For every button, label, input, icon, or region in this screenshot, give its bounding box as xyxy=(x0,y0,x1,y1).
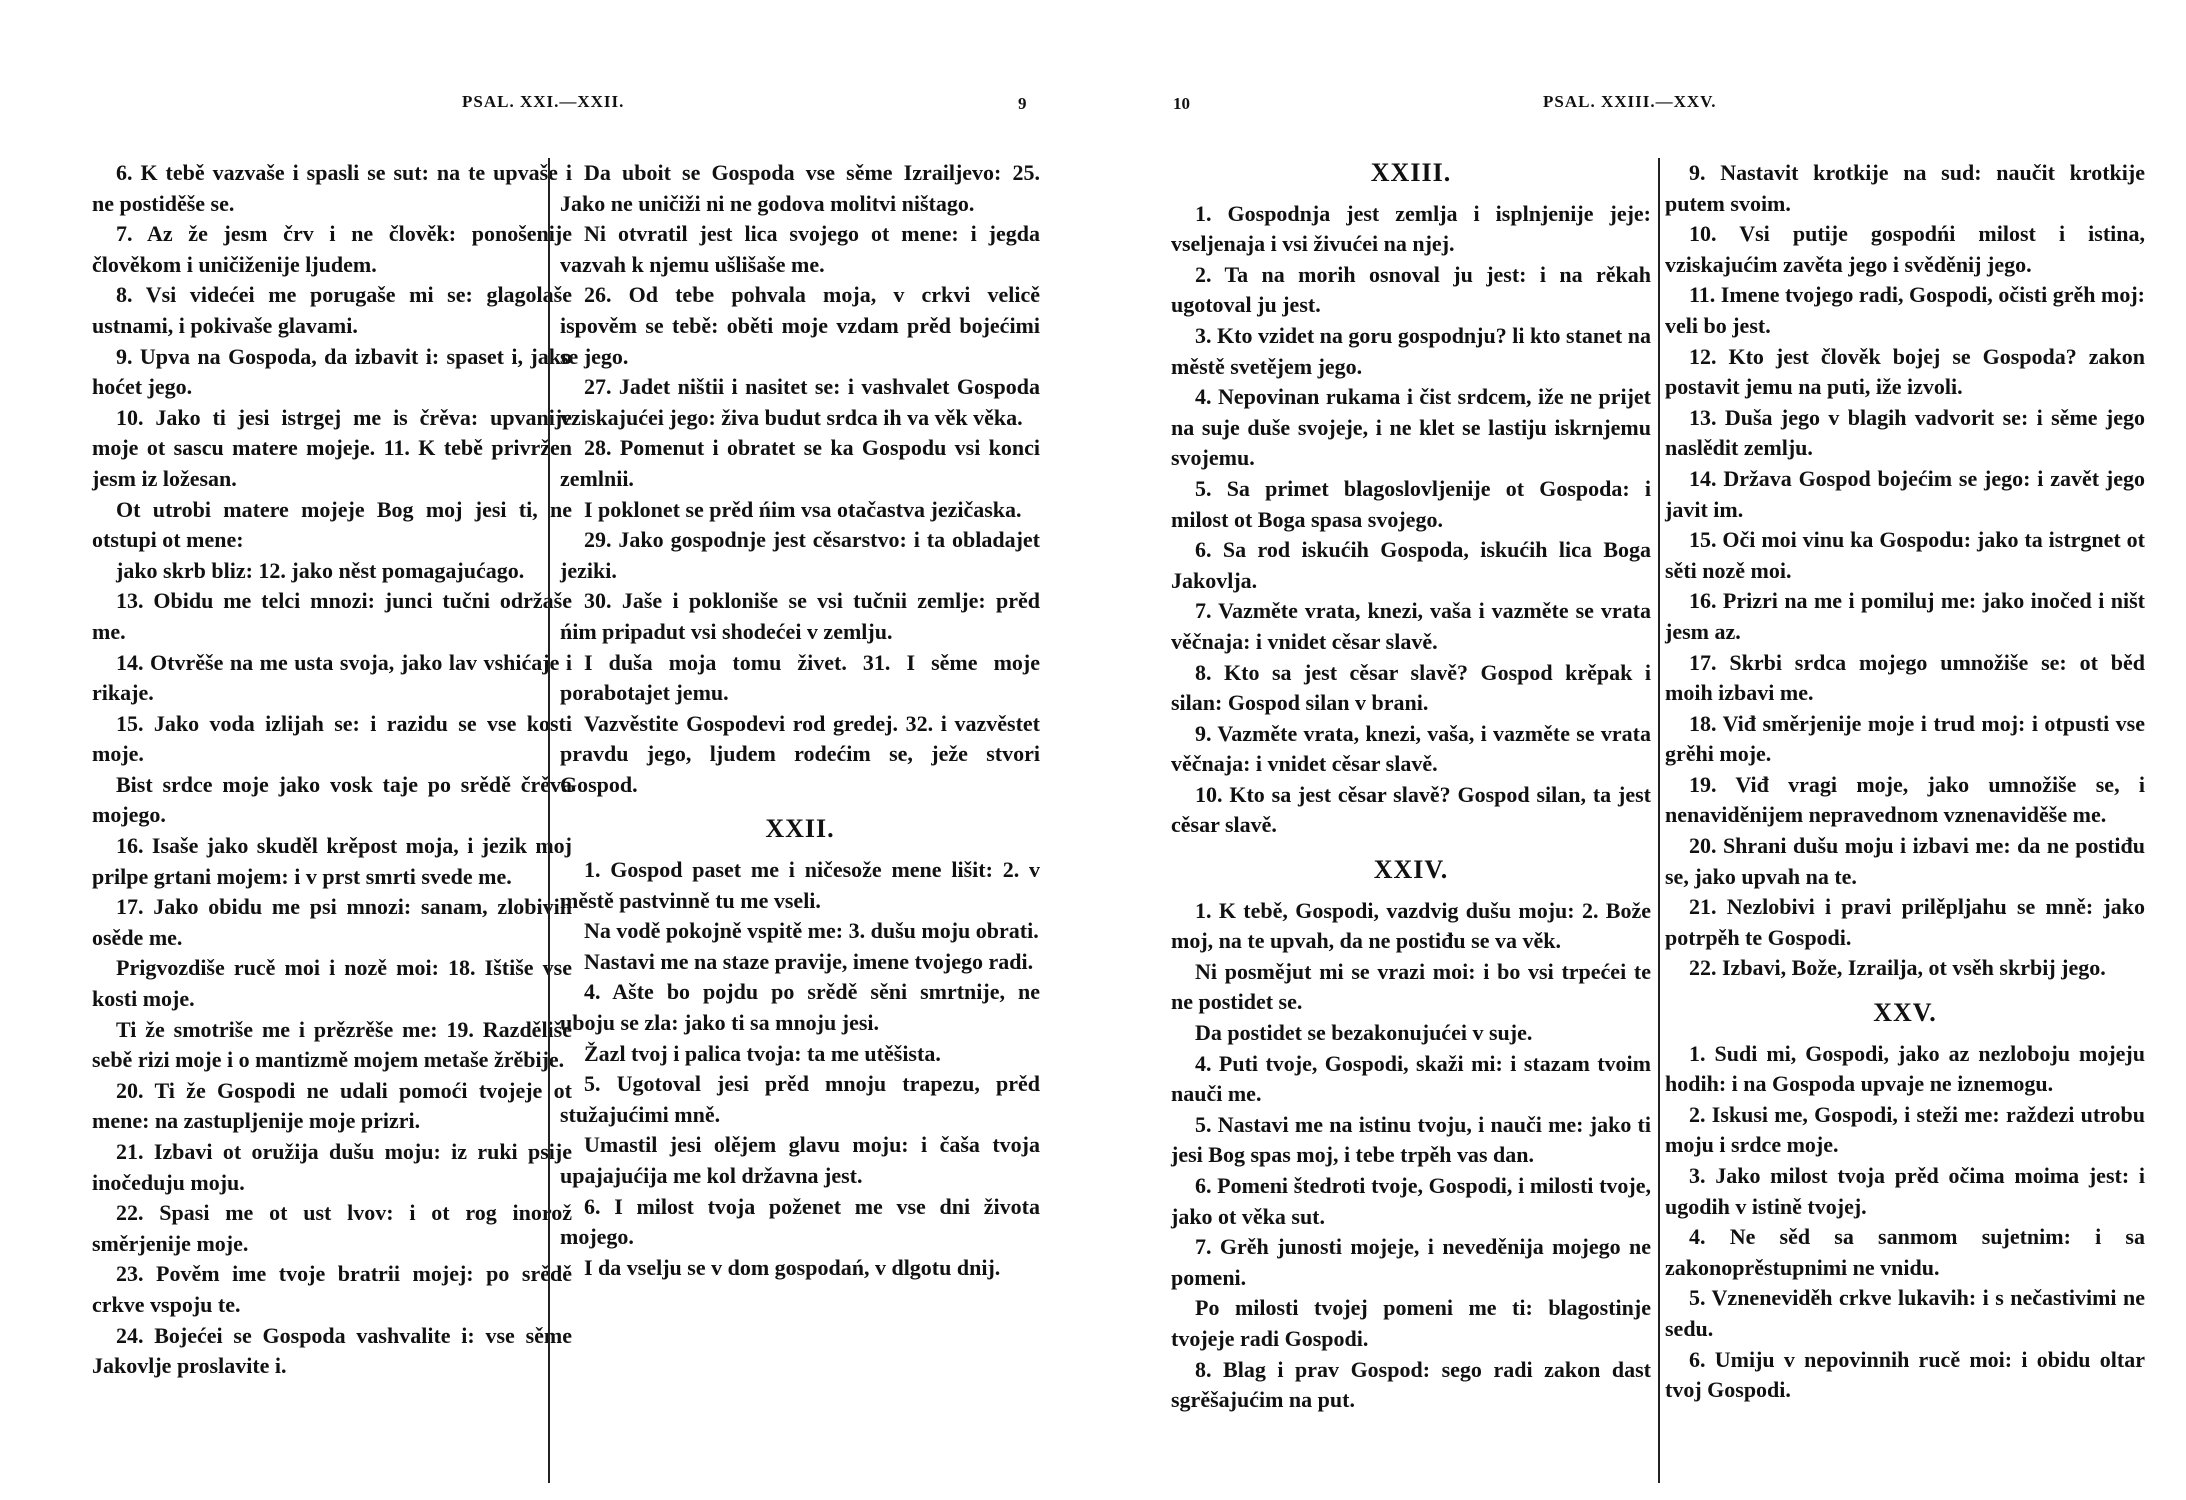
verse-paragraph: 5. Vzneneviděh crkve lukavih: i s nečastivimi ne sedu. xyxy=(1665,1285,2145,1341)
verse-paragraph: 4. Puti tvoje, Gospodi, skaži mi: i stazam tvoim nauči me. xyxy=(1171,1050,1651,1107)
verse-paragraph: Na vodě pokojně vspitě me: 3. dušu moju obrati. xyxy=(584,918,1039,944)
verse-paragraph: 3. Jako milost tvoja prěd očima moima jest: i ugodih v istině tvojej. xyxy=(1665,1163,2145,1219)
verse-paragraph: 4. Ašte bo pojdu po srědě sěni smrtnije, ne uboju se zla: jako ti sa mnoju jesi. xyxy=(560,979,1040,1036)
verse-paragraph: 6. Pomeni štedroti tvoje, Gospodi, i milosti tvoje, jako ot věka sut. xyxy=(1171,1173,1651,1229)
psalm-heading-xxiv: XXIV. xyxy=(1373,855,1449,885)
verse-paragraph: Umastil jesi olějem glavu moju: i čaša tvoja upajajućija me kol državna jest. xyxy=(560,1132,1040,1188)
verse-paragraph: 5. Nastavi me na istinu tvoju, i nauči me: jako ti jesi Bog spas moj, i tebe trpěh vas dan. xyxy=(1171,1111,1651,1168)
verse-paragraph: 15. Jako voda izlijah se: i razidu se vse kosti moje. xyxy=(92,710,572,767)
verse-paragraph: 19. Viđ vragi moje, jako umnožiše se, i nenaviděnijem nepravednom vznenaviděše me. xyxy=(1665,771,2145,828)
verse-paragraph: 4. Nepovinan rukama i čist srdcem, iže ne prijet na suje duše svojeje, i ne klet se lastiju iskrnjemu svojemu. xyxy=(1171,384,1651,471)
verse-paragraph: 9. Vazměte vrata, knezi, vaša, i vazměte se vrata věčnaja: i vnidet cěsar slavě. xyxy=(1171,720,1651,777)
verse-paragraph: Po milosti tvojej pomeni me ti: blagostinje tvojeje radi Gospodi. xyxy=(1171,1295,1651,1351)
verse-paragraph: Da uboit se Gospoda vse sěme Izrailjevo: 25. Jako ne uničiži ni ne godova molitvi ništago. xyxy=(560,160,1040,216)
verse-paragraph: 7. Az že jesm črv i ne člověk: ponošenije člověkom i uničiženije ljudem. xyxy=(92,221,572,277)
verse-paragraph: 29. Jako gospodnje jest cěsarstvo: i ta obladajet jeziki. xyxy=(560,527,1040,583)
verse-paragraph: 6. Sa rod iskućih Gospoda, iskućih lica Boga Jakovlja. xyxy=(1171,537,1651,593)
verse-paragraph: 16. Prizri na me i pomiluj me: jako inočed i ništ jesm az. xyxy=(1665,588,2145,644)
verse-paragraph: 8. Blag i prav Gospod: sego radi zakon dast sgrěšajućim na put. xyxy=(1171,1356,1651,1413)
psalm-heading-xxv: XXV. xyxy=(1873,998,1937,1028)
verse-paragraph: Ni posměјut mi se vrazi moi: i bo vsi trpećei te ne postidet se. xyxy=(1171,958,1651,1015)
verse-paragraph: 18. Viđ směrjenije moje i trud moj: i otpusti vse grěhi moje. xyxy=(1665,710,2145,767)
verse-paragraph: 22. Izbavi, Bože, Izrailja, ot vsěh skrbij jego. xyxy=(1689,955,2106,981)
verse-paragraph: I poklonet se prěd ńim vsa otačastva jezičaska. xyxy=(584,496,1022,522)
verse-paragraph: 3. Kto vzidet na goru gospodnju? li kto stanet na městě svetějem jego. xyxy=(1171,322,1651,379)
verse-paragraph: 17. Skrbi srdca mojego umnožiše se: ot běd moih izbavi me. xyxy=(1665,649,2145,706)
left-column-1 xyxy=(92,158,572,1382)
left-column-2-top xyxy=(560,158,1040,800)
verse-paragraph: 22. Spasi me ot ust lvov: i ot rog inorož směrjenije moje. xyxy=(92,1200,572,1256)
verse-paragraph: 13. Obidu me telci mnozi: junci tučni održaše me. xyxy=(92,588,572,644)
verse-paragraph: 20. Shrani dušu moju i izbavi me: da ne postiđu se, jako upvah na te. xyxy=(1665,833,2145,889)
verse-paragraph: 16. Isaše jako skuděl krěpost moja, i jezik moj prilpe grtani mojem: i v prst smrti svede me. xyxy=(92,833,572,889)
verse-paragraph: Da postidet se bezakonujućei v suje. xyxy=(1195,1020,1533,1046)
verse-paragraph: 17. Jako obidu me psi mnozi: sanam, zlobivih osěde me. xyxy=(92,894,572,950)
verse-paragraph: 8. Kto sa jest cěsar slavě? Gospod krěpak i silan: Gospod silan v brani. xyxy=(1171,659,1651,716)
verse-paragraph: 1. K tebě, Gospodi, vazdvig dušu moju: 2. Bože moj, na te upvah, da ne postiđu se va věk. xyxy=(1171,897,1651,954)
verse-paragraph: 10. Jako ti jesi istrgej me is črěva: upvanije moje ot sascu matere mojeje. 11. K tebě privržen jesm iz ložesan. xyxy=(92,404,572,491)
verse-paragraph: Žazl tvoj i palica tvoja: ta me utěšista. xyxy=(584,1040,941,1066)
verse-paragraph: 15. Oči moi vinu ka Gospodu: jako ta istrgnet ot sěti nozě moi. xyxy=(1665,527,2145,583)
verse-paragraph: 28. Pomenut i obratet se ka Gospodu vsi konci zemlnii. xyxy=(560,435,1040,491)
verse-paragraph: Nastavi me na staze pravije, imene tvojego radi. xyxy=(584,948,1034,974)
verse-paragraph: 27. Jadet ništii i nasitet se: i vashvalet Gospoda vziskajućei jego: živa budut srdca ih va věk věka. xyxy=(560,374,1040,430)
verse-paragraph: 24. Bojećei se Gospoda vashvalite i: vse sěme Jakovlje proslavite i. xyxy=(92,1322,572,1379)
verse-paragraph: 5. Ugotoval jesi prěd mnoju trapezu, prěd stužajućimi mně. xyxy=(560,1071,1040,1127)
verse-paragraph: 30. Jaše i pokloniše se vsi tučnii zemlje: prěd ńim pripadut vsi shodećei v zemlju. xyxy=(560,588,1040,644)
left-column-2 xyxy=(560,158,1040,1283)
verse-paragraph: I da vselju se v dom gospodań, v dlgotu dnij. xyxy=(584,1254,1001,1280)
verse-paragraph: Ni otvratil jest lica svojego ot mene: i jegda vazvah k njemu ušlišaše me. xyxy=(560,221,1040,277)
verse-paragraph: 23. Pověm ime tvoje bratrii mojej: po srědě crkve vspoju te. xyxy=(92,1261,572,1317)
verse-paragraph: 6. Umiju v nepovinnih rucě moi: i obidu oltar tvoj Gospodi. xyxy=(1665,1346,2145,1403)
verse-paragraph: 20. Ti že Gospodi ne udali pomoći tvojeje ot mene: na zastupljenije moje prizri. xyxy=(92,1077,572,1134)
verse-paragraph: 14. Otvrěše na me usta svoja, jako lav vshićaje i rikaje. xyxy=(92,649,572,706)
verse-paragraph: 21. Izbavi ot oružija dušu moju: iz ruki psije inočeduju moju. xyxy=(92,1139,572,1195)
verse-paragraph: Ti že smotriše me i prězrěše me: 19. Razděliše sebě rizi moje i o mantizmě mojem metaše žrěbije. xyxy=(92,1016,572,1073)
verse-paragraph: 6. K tebě vazvaše i spasli se sut: na te upvaše i ne postiděše se. xyxy=(92,160,572,216)
right-column-2-top xyxy=(1665,158,2145,984)
psalm-heading-xxii: XXII. xyxy=(765,814,835,844)
verse-paragraph: 1. Gospod paset me i ničesože mene lišit: 2. v městě pastvinně tu me vseli. xyxy=(560,857,1040,913)
verse-paragraph: 6. I milost tvoja poženet me vse dni života mojego. xyxy=(560,1193,1040,1250)
right-column-1 xyxy=(1171,158,1651,1416)
verse-paragraph: 13. Duša jego v blagih vadvorit se: i sěme jego naslědit zemlju. xyxy=(1665,404,2145,461)
verse-paragraph: 10. Kto sa jest cěsar slavě? Gospod silan, ta jest cěsar slavě. xyxy=(1171,781,1651,838)
verse-paragraph: 7. Grěh junosti mojeje, i neveděnija mojego ne pomeni. xyxy=(1171,1234,1651,1290)
column-rule-left xyxy=(548,158,550,1483)
verse-paragraph: 7. Vazměte vrata, knezi, vaša i vazměte se vrata věčnaja: i vnidet cěsar slavě. xyxy=(1171,598,1651,654)
verse-paragraph: 21. Nezlobivi i pravi prilěpljahu se mně: jako potrpěh te Gospodi. xyxy=(1665,894,2145,950)
right-page xyxy=(1093,0,2186,1500)
verse-paragraph: 26. Od tebe pohvala moja, v crkvi velicě ispověm se tebě: oběti moje vzdam prěd bojećimi se jego. xyxy=(560,282,1040,369)
verse-paragraph: 14. Država Gospod bojećim se jego: i zavět jego javit im. xyxy=(1665,465,2145,522)
right-column-1-top xyxy=(1171,199,1651,841)
verse-paragraph: Ot utrobi matere mojeje Bog moj jesi ti, ne otstupi ot mene: xyxy=(92,496,572,553)
verse-paragraph: 2. Ta na morih osnoval ju jest: i na rěkah ugotoval ju jest. xyxy=(1171,261,1651,318)
verse-paragraph: I duša moja tomu živet. 31. I sěme moje porabotajet jemu. xyxy=(560,649,1040,706)
running-head-left: PSAL. XXI.—XXII. xyxy=(462,92,625,111)
running-head-right: PSAL. XXIII.—XXV. xyxy=(1543,92,1717,111)
psalm-heading-xxiii: XXIII. xyxy=(1370,158,1452,187)
right-column-2 xyxy=(1665,158,2145,1406)
page-number-right: 10 xyxy=(1173,94,1190,113)
verse-paragraph: Vazvěstite Gospodevi rod gredej. 32. i vazvěstet pravdu jego, ljudem rodećim se, ježe stvori Gospod. xyxy=(560,710,1040,797)
verse-paragraph: 4. Ne sěd sa sanmom sujetnim: i sa zakonoprěstupnimi ne vnidu. xyxy=(1665,1224,2145,1280)
verse-paragraph: 5. Sa primet blagoslovljenije ot Gospoda: i milost ot Boga spasa svojego. xyxy=(1171,475,1651,532)
page-number-left: 9 xyxy=(1018,94,1027,113)
verse-paragraph: 8. Vsi videćei me porugaše mi se: glagolaše ustnami, i pokivaše glavami. xyxy=(92,282,572,338)
verse-paragraph: 12. Kto jest člověk bojej se Gospoda? zakon postavit jemu na puti, iže izvoli. xyxy=(1665,343,2145,400)
verse-paragraph: 1. Sudi mi, Gospodi, jako az nezloboju mojeju hodih: i na Gospoda upvaje ne iznemogu. xyxy=(1665,1040,2145,1097)
right-column-1-bottom xyxy=(1171,896,1651,1416)
verse-paragraph: Prigvozdiše rucě moi i nozě moi: 18. Ištiše vse kosti moje. xyxy=(92,955,572,1012)
verse-paragraph: 9. Upva na Gospoda, da izbavit i: spaset i, jako hoćet jego. xyxy=(92,343,572,400)
verse-paragraph: 10. Vsi putije gospodńi milost i istina, vziskajućim zavěta jego i svěděnij jego. xyxy=(1665,221,2145,277)
verse-paragraph: jako skrb bliz: 12. jako něst pomagajućago. xyxy=(116,557,525,583)
column-rule-right xyxy=(1658,158,1660,1483)
verse-paragraph: 11. Imene tvojego radi, Gospodi, očisti grěh moj: veli bo jest. xyxy=(1665,282,2145,338)
right-column-2-bottom xyxy=(1665,1039,2145,1406)
left-column-2-bottom xyxy=(560,855,1040,1283)
verse-paragraph: 2. Iskusi me, Gospodi, i steži me: raždezi utrobu moju i srdce moje. xyxy=(1665,1101,2145,1158)
verse-paragraph: 9. Nastavit krotkije na sud: naučit krotkije putem svoim. xyxy=(1665,160,2145,216)
verse-paragraph: Bist srdce moje jako vosk taje po srědě črěva mojego. xyxy=(92,771,572,828)
verse-paragraph: 1. Gospodnja jest zemlja i isplnjenije jeje: vseljenaja i vsi živućei na njej. xyxy=(1171,200,1651,257)
